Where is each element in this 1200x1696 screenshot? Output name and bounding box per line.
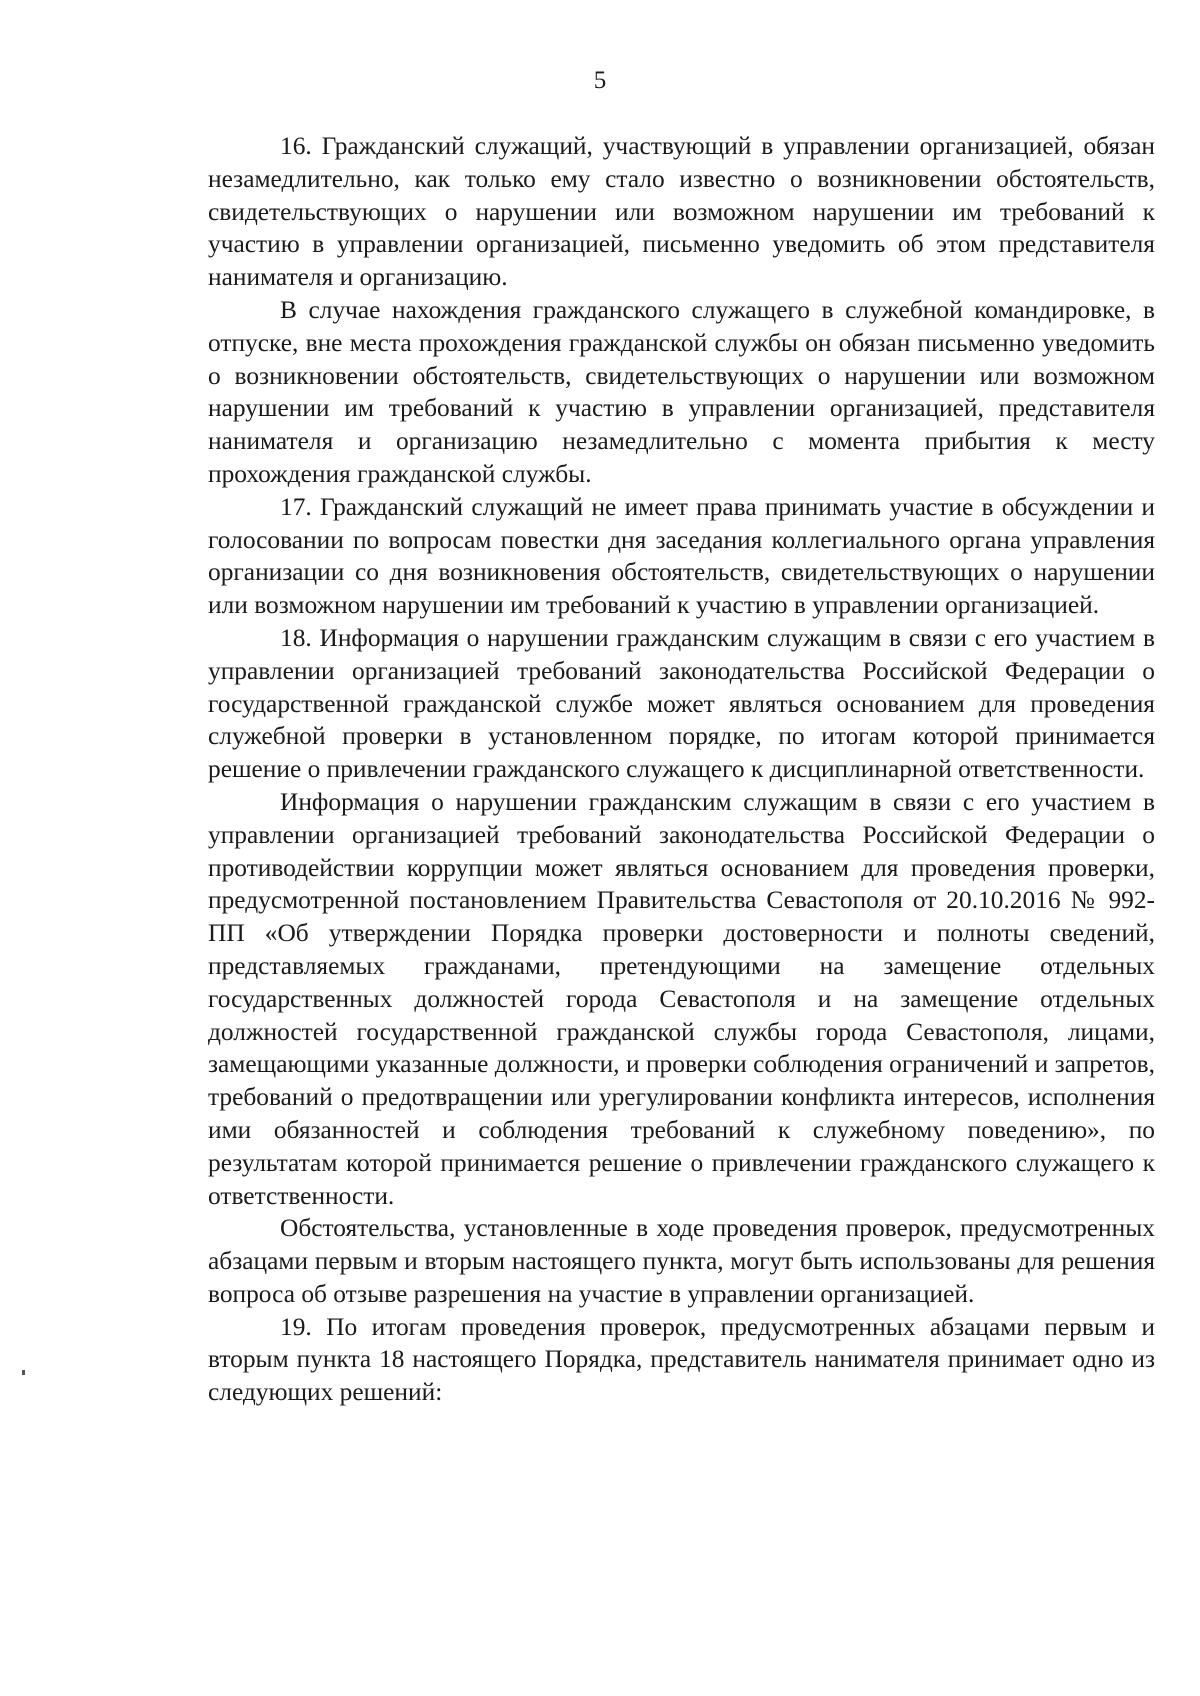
scan-artifact-mark — [22, 1370, 25, 1375]
paragraph-17: 17. Гражданский служащий не имеет права принимать участие в обсуждении и голосовании по вопросам повестки дня заседания коллегиального органа управления организации со дня возникновения обстоятельств, свидетельствующих о нарушении или возможном нарушении им требований к участию в управлении организацией. — [208, 492, 1155, 620]
document-body — [208, 130, 1155, 1409]
paragraph-19: 19. По итогам проведения проверок, предусмотренных абзацами первым и вторым пункта 18 настоящего Порядка, представитель нанимателя принимает одно из следующих решений: — [208, 1312, 1155, 1407]
paragraph-18: 18. Информация о нарушении гражданским служащим в связи с его участием в управлении организацией требований законодательства Российской Федерации о государственной гражданской службе может являться основанием для проведения служебной проверки в установленном порядке, по итогам которой принимается решение о привлечении гражданского служащего к дисциплинарной ответственности. — [208, 623, 1155, 784]
paragraph-18-circumstances: Обстоятельства, установленные в ходе проведения проверок, предусмотренных абзацами первым и вторым настоящего пункта, могут быть использованы для решения вопроса об отзыве разрешения на участие в управлении организацией. — [208, 1214, 1155, 1308]
page-number: 5 — [593, 67, 607, 94]
paragraph-16-continued: В случае нахождения гражданского служащего в служебной командировке, в отпуске, вне места прохождения гражданской службы он обязан письменно уведомить о возникновении обстоятельств, свидетельствующих о нарушении или возможном нарушении им требований к участию в управлении организацией, представителя нанимателя и организацию незамедлительно с момента прибытия к месту прохождения гражданской службы. — [208, 295, 1155, 488]
paragraph-16: 16. Гражданский служащий, участвующий в управлении организацией, обязан незамедлительно, как только ему стало известно о возникновении обстоятельств, свидетельствующих о нарушении или возможном нарушении им требований к участию в управлении организацией, письменно уведомить об этом представителя нанимателя и организацию. — [208, 132, 1155, 292]
paragraph-18-corruption: Информация о нарушении гражданским служащим в связи с его участием в управлении организацией требований законодательства Российской Федерации о противодействии коррупции может являться основанием для проведения проверки, предусмотренной постановлением Правительства Севастополя от 20.10.2016 № 992-ПП «Об утверждении Порядка проверки достоверности и полноты сведений, представляемых гражданами, претендующими на замещение отдельных государственных должностей города Севастополя и на замещение отдельных должностей государственной гражданской службы города Севастополя, лицами, замещающими указанные должности, и проверки соблюдения ограничений и запретов, требований о предотвращении или урегулировании конфликта интересов, исполнения ими обязанностей и соблюдения требований к служебному поведению», по результатам которой принимается решение о привлечении гражданского служащего к ответственности. — [208, 787, 1155, 1210]
